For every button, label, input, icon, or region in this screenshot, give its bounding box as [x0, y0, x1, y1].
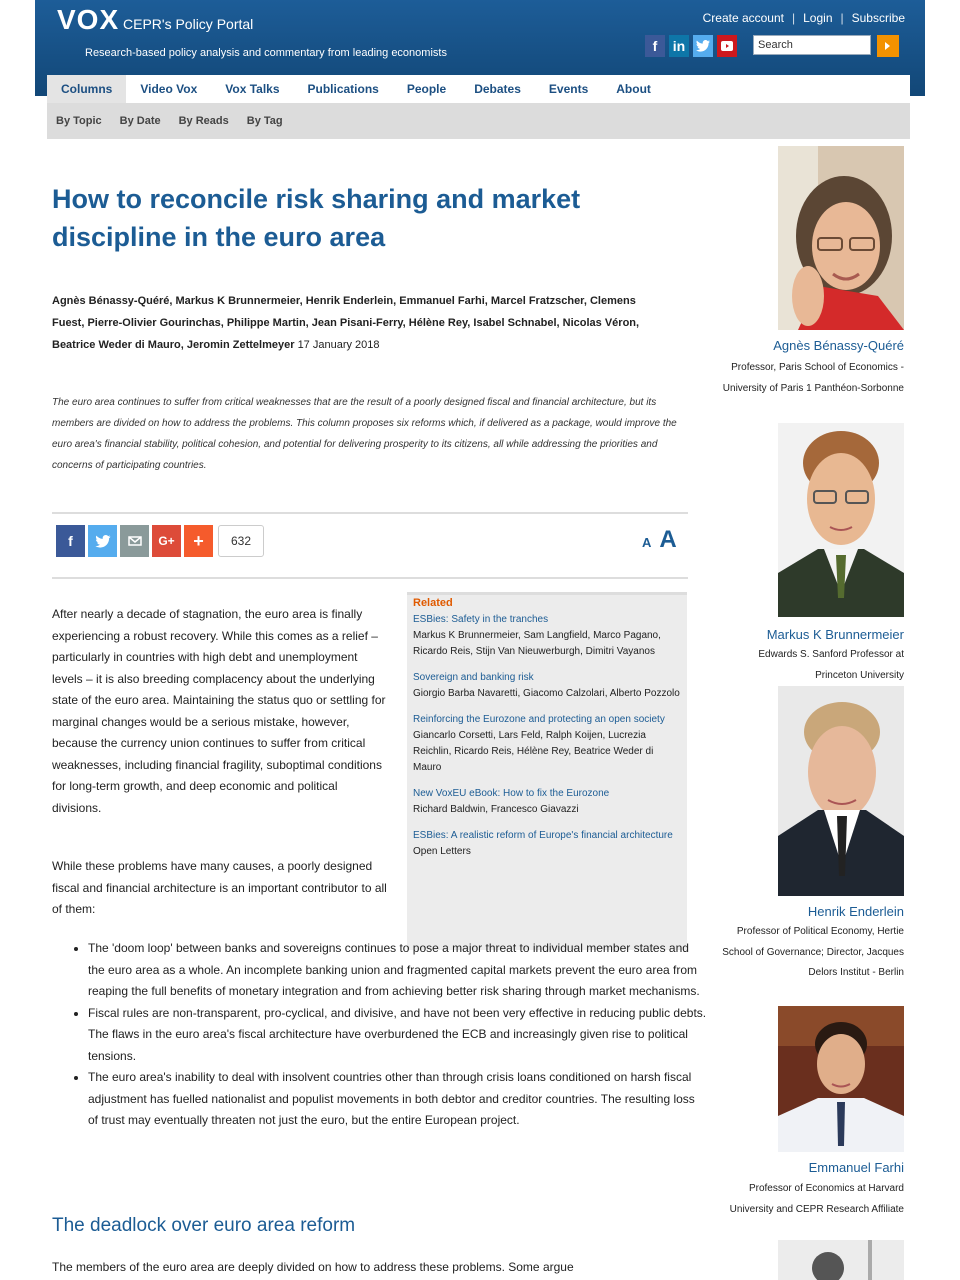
login-link[interactable]: Login: [803, 11, 833, 25]
youtube-icon[interactable]: [717, 35, 737, 57]
author-role: Professor of Political Economy, Hertie School of Governance; Director, Jacques Delors Institut - Berlin: [722, 926, 904, 978]
linkedin-icon[interactable]: in: [669, 35, 689, 57]
tab-video-vox[interactable]: Video Vox: [140, 82, 198, 96]
related-item: [413, 612, 681, 660]
related-item: [413, 786, 681, 818]
tab-vox-talks[interactable]: Vox Talks: [225, 82, 280, 96]
related-authors: Giancarlo Corsetti, Lars Feld, Ralph Koijen, Lucrezia Reichlin, Ricardo Reis, Hélène Rey, Beatrice Weder di Mauro: [413, 730, 654, 773]
list-item: • Fiscal rules are non-transparent, pro-cyclical, and divisive, and have not been very effective in reducing public debts. The flaws in the euro area's fiscal architecture have overburdened the ECB and increasingly given rise to political tensions.: [88, 1003, 708, 1068]
share-facebook-icon[interactable]: f: [56, 525, 85, 557]
subscribe-link[interactable]: Subscribe: [851, 11, 905, 25]
search-button[interactable]: [877, 35, 899, 57]
subnav-by-topic[interactable]: By Topic: [56, 115, 102, 127]
related-title-link[interactable]: New VoxEU eBook: How to fix the Eurozone: [413, 788, 610, 799]
link-separator: |: [792, 11, 796, 25]
author-role: Professor, Paris School of Economics - University of Paris 1 Panthéon-Sorbonne: [722, 362, 904, 394]
related-title-link[interactable]: ESBies: A realistic reform of Europe's financial architecture: [413, 830, 673, 841]
paragraph: The members of the euro area are deeply divided on how to address these problems. Some argue: [52, 1260, 574, 1274]
bullet-text: The 'doom loop' between banks and sovereigns continues to pose a major threat to individual member states and the euro area as a whole. An incomplete banking union and fragmented capital markets prevent the euro area from reaping the full benefits of monetary integration and from achieving better risk sharing through market mechanisms.: [88, 941, 700, 998]
social-links: [645, 35, 737, 57]
related-item: [413, 712, 681, 776]
facebook-icon[interactable]: f: [645, 35, 665, 57]
font-size-controls: [642, 526, 677, 554]
subnav-by-reads[interactable]: By Reads: [178, 115, 229, 127]
account-links: [703, 11, 905, 25]
font-increase-button[interactable]: A: [659, 526, 677, 553]
related-title-link[interactable]: Reinforcing the Eurozone and protecting an open society: [413, 714, 665, 725]
related-title-link[interactable]: ESBies: Safety in the tranches: [413, 614, 549, 625]
share-google-plus-icon[interactable]: G+: [152, 525, 181, 557]
author-photo[interactable]: [778, 1240, 904, 1280]
author-name-link[interactable]: Agnès Bénassy-Quéré: [773, 338, 904, 353]
font-decrease-button[interactable]: A: [642, 535, 652, 550]
arrow-right-icon: [884, 41, 892, 51]
related-authors: Giorgio Barba Navaretti, Giacomo Calzolari, Alberto Pozzolo: [413, 688, 680, 699]
tagline: Research-based policy analysis and commentary from leading economists: [85, 47, 447, 59]
related-item: [413, 670, 681, 702]
tab-columns[interactable]: Columns: [47, 75, 126, 103]
list-item: [88, 938, 708, 1003]
bullet-list: [70, 938, 708, 1132]
list-item: • The euro area's inability to deal with insolvent countries other than through crisis loans conditioned on harsh fiscal adjustment has fuelled nationalist and populist movements in both debtor and creditor countries. The resulting loss of trust may eventually threaten not just the euro, but the entire European project.: [88, 1067, 708, 1132]
divider: [52, 577, 688, 579]
share-email-icon[interactable]: [120, 525, 149, 557]
tab-events[interactable]: Events: [548, 82, 589, 96]
article-authors: [52, 290, 662, 356]
twitter-icon[interactable]: [693, 35, 713, 57]
divider: [52, 512, 688, 514]
tab-publications[interactable]: Publications: [307, 82, 379, 96]
author-name-link[interactable]: Markus K Brunnermeier: [766, 627, 904, 642]
tab-debates[interactable]: Debates: [474, 82, 521, 96]
author-list[interactable]: Agnès Bénassy-Quéré, Markus K Brunnermeier, Henrik Enderlein, Emmanuel Farhi, Marcel Fratzscher, Clemens Fuest, Pierre-Olivier Gourinchas, Philippe Martin, Jean Pisani-Ferry, Hélène Rey, Isabel Schnabel, Nicolas Véron, Beatrice Weder di Mauro, Jeromin Zettelmeyer: [52, 295, 640, 351]
main-nav: [47, 75, 910, 103]
section-heading: The deadlock over euro area reform: [52, 1215, 356, 1236]
related-authors: Richard Baldwin, Francesco Giavazzi: [413, 804, 579, 815]
paragraph: While these problems have many causes, a poorly designed fiscal and financial architecture is an important contributor to all of them:: [52, 859, 387, 916]
link-separator: |: [840, 11, 844, 25]
portal-name: CEPR's Policy Portal: [123, 16, 254, 32]
share-count: 632: [218, 525, 264, 557]
related-box: [407, 592, 687, 950]
author-photo[interactable]: [778, 1006, 904, 1152]
author-name-link[interactable]: Emmanuel Farhi: [808, 1160, 904, 1175]
related-title-link[interactable]: Sovereign and banking risk: [413, 672, 534, 683]
vox-logo[interactable]: VOX: [57, 4, 120, 35]
article-abstract: The euro area continues to suffer from critical weaknesses that are the result of a poorly designed fiscal and financial architecture, but its members are divided on how to address the problems. This column proposes six reforms which, if delivered as a package, would improve the euro area's financial stability, political cohesion, and potential for delivering prosperity to its citizens, all while addressing the priorities and concerns of participating countries.: [52, 397, 677, 471]
related-authors: Markus K Brunnermeier, Sam Langfield, Marco Pagano, Ricardo Reis, Stijn Van Nieuwerburgh, Dimitri Vayanos: [413, 630, 661, 657]
related-heading: Related: [413, 597, 453, 609]
subnav-by-tag[interactable]: By Tag: [246, 115, 283, 127]
related-authors: Open Letters: [413, 846, 471, 857]
subnav-by-date[interactable]: By Date: [119, 115, 161, 127]
author-photo[interactable]: [778, 423, 904, 617]
create-account-link[interactable]: Create account: [702, 11, 784, 25]
share-more-icon[interactable]: +: [184, 525, 213, 557]
sub-nav: [47, 103, 910, 139]
share-bar: [56, 525, 264, 557]
author-photo[interactable]: [778, 146, 904, 330]
article-title: How to reconcile risk sharing and market discipline in the euro area: [52, 184, 581, 252]
author-photo[interactable]: [778, 686, 904, 896]
author-name-link[interactable]: Henrik Enderlein: [807, 904, 904, 919]
article-date: 17 January 2018: [297, 339, 380, 351]
share-twitter-icon[interactable]: [88, 525, 117, 557]
related-item: [413, 828, 681, 860]
author-role: Edwards S. Sanford Professor at Princeton University: [758, 649, 904, 681]
paragraph: After nearly a decade of stagnation, the euro area is finally experiencing a robust recovery. While this comes as a relief – particularly in countries with high debt and unemployment levels – it is also breeding complacency about the underlying state of the euro area. Maintaining the status quo or settling for marginal changes would be a serious mistake, however, because the currency union continues to suffer from critical weaknesses, including financial fragility, suboptimal conditions for long-term growth, and deep economic and political divisions.: [52, 607, 386, 815]
tab-about[interactable]: About: [616, 82, 651, 96]
search-input[interactable]: Search: [753, 35, 871, 55]
author-role: Professor of Economics at Harvard University and CEPR Research Affiliate: [729, 1183, 904, 1215]
tab-people[interactable]: People: [406, 82, 447, 96]
